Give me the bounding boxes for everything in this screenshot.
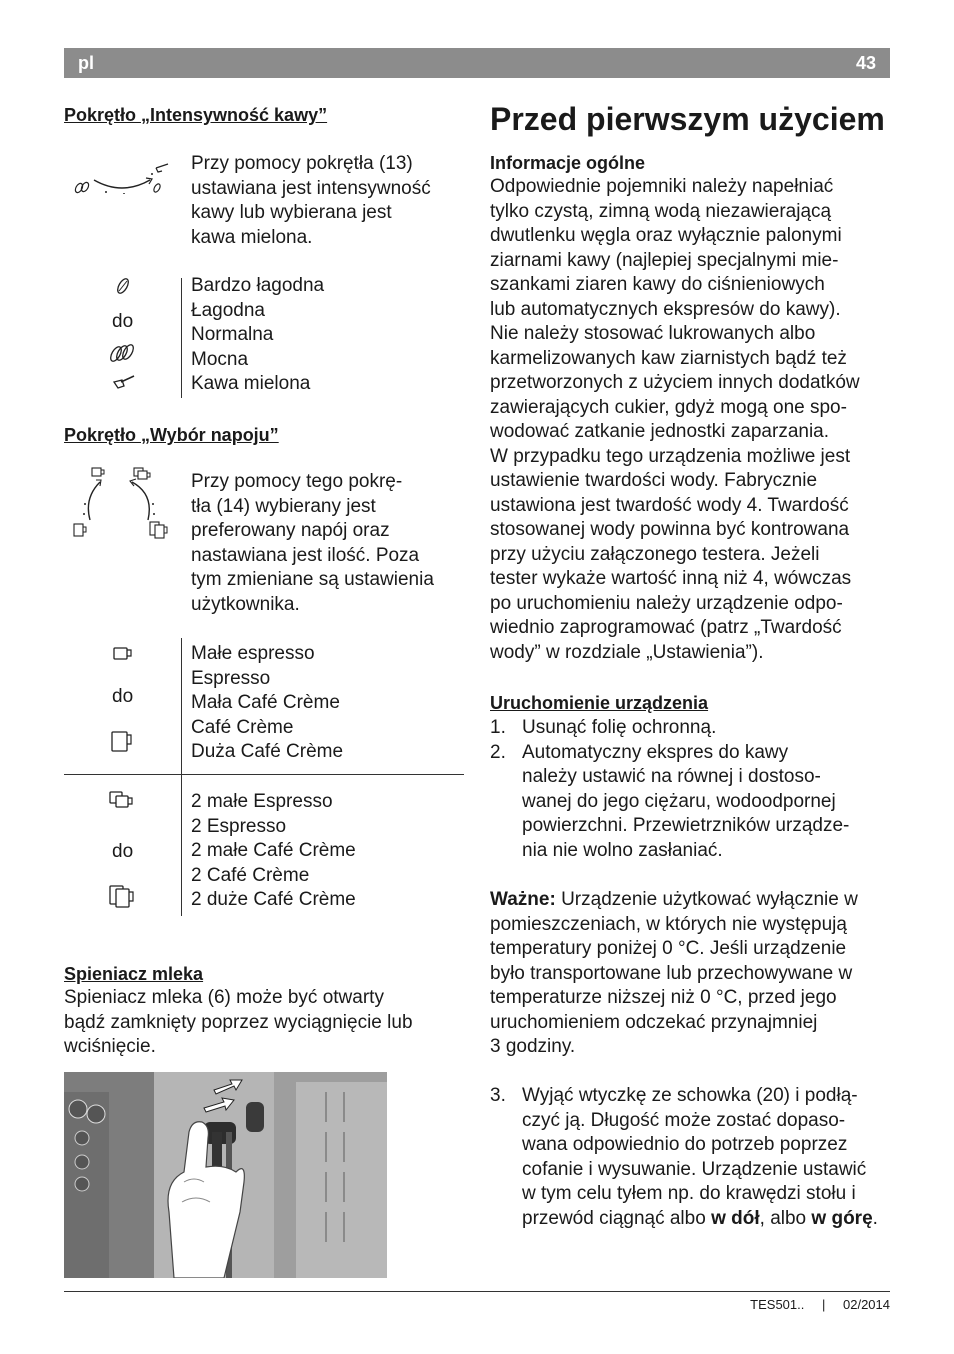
text-line: temperaturze niższej niż 0 °C, przed jego <box>490 987 837 1008</box>
table-divider-vertical <box>181 638 182 916</box>
table-divider-horizontal <box>64 774 464 775</box>
text-line: 3 godziny. <box>490 1036 576 1057</box>
text-line: Usunąć folię ochronną. <box>522 717 717 738</box>
drink-item: Duża Café Crème <box>191 741 344 762</box>
text-span: , albo <box>759 1207 812 1229</box>
text-line: Przy pomocy tego pokrę- <box>191 471 403 492</box>
text-line: kawa mielona. <box>191 226 313 248</box>
text-line: szankami ziaren kawy do ciśnieniowych <box>490 274 825 295</box>
text-line: powierzchni. Przewietrzników urządze- <box>522 815 850 836</box>
level-item: Bardzo łagodna <box>191 275 325 296</box>
important-note <box>490 888 890 1060</box>
drink-item: 2 duże Café Crème <box>191 889 356 910</box>
drink-description <box>191 470 461 617</box>
small-cup-icon <box>112 646 134 662</box>
page-number: 43 <box>855 53 876 73</box>
drink-item: 2 małe Café Crème <box>191 840 356 861</box>
footer-separator: | <box>821 1297 826 1312</box>
double-drinks-list <box>191 790 356 913</box>
step-number: 3. <box>490 1085 506 1106</box>
text-line: karmelizowanych kaw ziarnistych bądź też <box>490 347 847 369</box>
text-line: czyć ją. Długość może zostać dopaso- <box>522 1109 846 1131</box>
milk-frother-illustration <box>64 1072 387 1278</box>
text-line: Nie należy stosować lukrowanych albo <box>490 323 816 344</box>
drink-item: Espresso <box>191 667 271 689</box>
text-line: ustawiana jest intensywność <box>191 177 431 199</box>
text-line: wciśnięcie. <box>64 1036 156 1057</box>
text-line: ustawiona jest twardość wody 4. Twardość <box>490 494 849 516</box>
language-label: pl <box>78 53 94 73</box>
drink-item: Café Crème <box>191 716 294 738</box>
text-line: zawierających cukier, gdyż mogą one spo- <box>490 396 847 418</box>
text-line: W przypadku tego urządzenia możliwe jest <box>490 445 851 467</box>
bold-text: w dół <box>711 1207 760 1229</box>
text-line: uruchomieniem odczekać przynajmniej <box>490 1011 818 1033</box>
text-line: po uruchomieniu należy urządzenie odpo- <box>490 592 843 614</box>
milk-frother-text <box>64 986 464 1060</box>
milk-frother-title: Spieniacz mleka <box>64 964 204 984</box>
text-line: Odpowiednie pojemniki należy napełniać <box>490 176 834 197</box>
bean-strong-icon <box>108 342 136 364</box>
step-2 <box>490 741 890 864</box>
text-line: wanej do jego ciężaru, wodoodpornej <box>522 790 836 812</box>
table-divider <box>181 278 182 398</box>
drink-item: Małe espresso <box>191 643 315 664</box>
text-line: tylko czystą, zimną wodą niezawierającą <box>490 200 832 222</box>
text-line: ustawienie twardości wody. Fabrycznie <box>490 470 818 491</box>
text-span: Urządzenie użytkować wyłącznie w <box>555 889 858 910</box>
footer-divider <box>64 1291 890 1292</box>
text-line: temperatury poniżej 0 °C. Jeśli urządzenie <box>490 938 847 959</box>
text-line <box>522 1207 890 1232</box>
text-line: Spieniacz mleka (6) może być otwarty <box>64 987 384 1008</box>
text-line: ziarnami kawy (najlepiej specjalnymi mie- <box>490 249 839 271</box>
drink-item: Mała Café Crème <box>191 692 340 713</box>
general-info-title: Informacje ogólne <box>490 153 646 173</box>
level-item: Mocna <box>191 348 249 370</box>
level-item: Łagodna <box>191 299 265 321</box>
ground-coffee-icon <box>110 374 136 390</box>
intensity-description <box>191 152 461 250</box>
startup-title: Uruchomienie urządzenia <box>490 693 709 713</box>
footer-date: 02/2014 <box>843 1297 890 1312</box>
text-line: Przy pomocy pokrętła (13) <box>191 153 413 174</box>
drink-dial-icon <box>70 464 174 540</box>
text-line: cofanie i wysuwanie. Urządzenie ustawić <box>522 1158 867 1180</box>
two-large-cups-icon <box>108 884 138 910</box>
level-item: Kawa mielona <box>191 373 311 394</box>
text-line: preferowany napój oraz <box>191 520 390 541</box>
text-line: było transportowane lub przechowywane w <box>490 962 853 984</box>
startup-steps <box>490 716 890 863</box>
text-line: Automatyczny ekspres do kawy <box>522 741 789 763</box>
text-line: wana odpowiednio do potrzeb poprzez <box>522 1134 848 1155</box>
page-header-bar <box>64 48 890 78</box>
bean-mild-icon <box>114 276 132 296</box>
step-number: 2. <box>490 741 506 763</box>
drink-item: 2 małe Espresso <box>191 791 333 812</box>
step-number: 1. <box>490 717 506 738</box>
text-line: w tym celu tyłem np. do krawędzi stołu i <box>522 1183 856 1204</box>
range-to-label: do <box>112 686 134 707</box>
step-3-item <box>490 1084 890 1231</box>
important-label: Ważne: <box>490 889 556 910</box>
drink-item: 2 Café Crème <box>191 864 310 886</box>
drink-item: 2 Espresso <box>191 815 287 837</box>
text-line: stosowanej wody powinna być kontrowana <box>490 519 850 540</box>
text-line: dwutlenku węgla oraz wyłącznie palonymi <box>490 225 842 246</box>
text-line: wiednio zaprogramować (patrz „Twardość <box>490 617 842 638</box>
text-line: przetworzonych z użyciem innych dodatków <box>490 372 860 393</box>
text-line: lub automatycznych ekspresów do kawy). <box>490 298 841 320</box>
text-line: tym zmieniane są ustawienia <box>191 569 434 590</box>
range-to-label: do <box>112 841 134 862</box>
step-1 <box>490 716 890 741</box>
range-to-label: do <box>112 311 134 332</box>
large-cup-icon <box>110 730 134 754</box>
page-footer <box>750 1297 890 1312</box>
text-line: nastawiana jest ilość. Poza <box>191 544 420 566</box>
text-line: przy użyciu załączonego testera. Jeżeli <box>490 543 820 565</box>
text-line: bądź zamknięty poprzez wyciągnięcie lub <box>64 1011 413 1033</box>
text-line: należy ustawić na równej i dostoso- <box>522 766 821 787</box>
intensity-levels <box>191 274 324 397</box>
level-item: Normalna <box>191 324 274 345</box>
text-line <box>490 888 890 913</box>
text-line: nia nie wolno zasłaniać. <box>522 839 723 861</box>
text-line: kawy lub wybierana jest <box>191 202 392 223</box>
intensity-title: Pokrętło „Intensywność kawy” <box>64 105 328 125</box>
drink-title: Pokrętło „Wybór napoju” <box>64 425 279 445</box>
model-number: TES501.. <box>750 1297 805 1312</box>
intensity-dial-icon <box>72 158 174 194</box>
bold-text: w górę <box>811 1207 873 1229</box>
text-line: użytkownika. <box>191 593 300 615</box>
text-line: wodować zatkanie jednostki zaparzania. <box>490 421 830 442</box>
text-line: tester wykaże wartość inną niż 4, wówczas <box>490 568 852 589</box>
page-title: Przed pierwszym użyciem <box>490 101 885 137</box>
text-line: wody” w rozdziale „Ustawienia”). <box>490 641 764 663</box>
text-span: . <box>872 1207 878 1229</box>
step-3 <box>490 1084 890 1231</box>
text-span: przewód ciągnąć albo <box>522 1207 712 1229</box>
general-info-text <box>490 175 890 665</box>
two-small-cups-icon <box>108 790 136 810</box>
text-line: Wyjąć wtyczkę ze schowka (20) i podłą- <box>522 1085 858 1106</box>
text-line: pomieszczeniach, w których nie występują <box>490 913 847 935</box>
text-line: tła (14) wybierany jest <box>191 495 376 517</box>
hand-pushing-frother-image <box>64 1072 387 1278</box>
single-drinks-list <box>191 642 343 765</box>
